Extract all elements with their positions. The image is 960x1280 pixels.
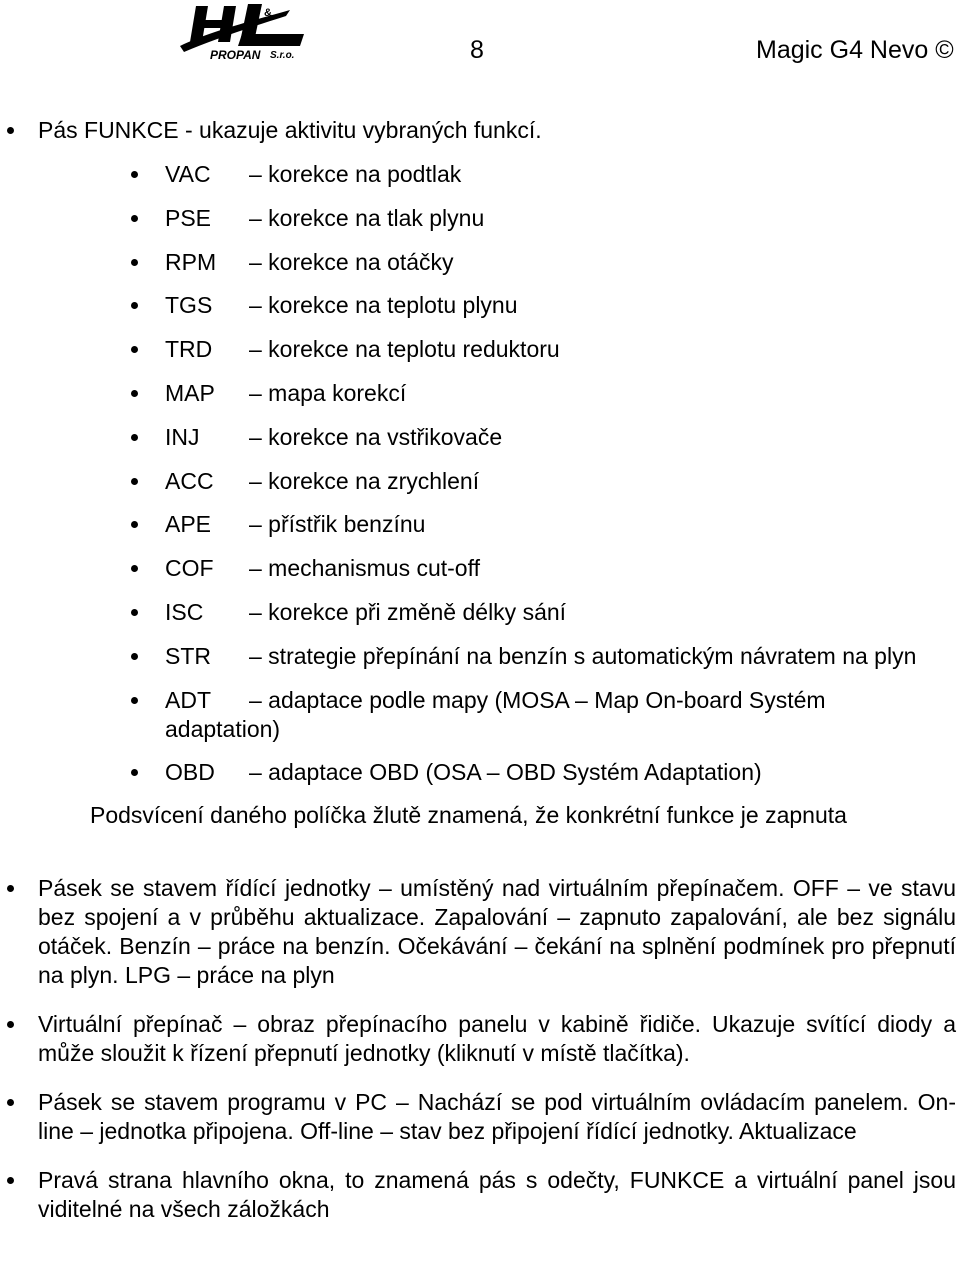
function-code: STR: [165, 642, 211, 669]
function-description: – korekce na zrychlení: [249, 467, 480, 494]
list-item: Pásek se stavem řídící jednotky – umístěný nad virtuálním přepínačem. OFF – ve stavu bez spojení a v průběhu aktualizace. Zapalování – zapnuto zapalování, ale bez signálu otáček. Benzín – práce na benzín. Očekávání – čekání na splnění podmínek pro přepnutí na plyn. LPG – práce na plyn: [38, 875, 956, 989]
list-item: [165, 598, 925, 627]
logo-propan-text: PROPAN: [210, 48, 261, 62]
hl-propan-logo: [178, 2, 310, 62]
function-code: TGS: [165, 292, 213, 319]
function-code: ACC: [165, 467, 214, 494]
list-item: [165, 554, 925, 583]
function-description: – korekce na tlak plynu: [249, 204, 485, 231]
function-code: OBD: [165, 759, 215, 786]
list-item: Virtuální přepínač – obraz přepínacího panelu v kabině řidiče. Ukazuje svítící diody a může sloužit k řízení přepnutí jednotky (kliknutí v místě tlačítka).: [38, 1011, 956, 1067]
function-description: – strategie přepínání na benzín s automatickým návratem na plyn: [249, 642, 917, 669]
list-item: [165, 248, 925, 277]
page-header: [0, 0, 960, 80]
function-description: – adaptace OBD (OSA – OBD Systém Adaptation): [249, 759, 762, 786]
list-item: [165, 510, 925, 539]
function-description: – korekce na teplotu plynu: [249, 292, 518, 319]
logo-ampersand: &: [264, 7, 272, 19]
list-item: [165, 758, 925, 787]
function-description: – adaptace podle mapy (MOSA – Map On-board Systém adaptation): [165, 686, 826, 742]
page-number: 8: [470, 36, 484, 64]
list-item: [165, 160, 925, 189]
list-item: [165, 204, 925, 233]
function-description: – mapa korekcí: [249, 379, 407, 406]
function-code: INJ: [165, 423, 200, 450]
function-description: – přístřik benzínu: [249, 511, 426, 538]
page-content: [0, 116, 960, 1244]
function-code: RPM: [165, 248, 217, 275]
list-item: [165, 335, 925, 364]
function-description: – mechanismus cut-off: [249, 555, 480, 582]
intro-bullet: Pás FUNKCE - ukazuje aktivitu vybraných funkcí.: [38, 116, 956, 145]
document-title: Magic G4 Nevo ©: [756, 36, 954, 64]
function-code: TRD: [165, 336, 213, 363]
paragraph-list: [0, 874, 960, 1224]
function-code: COF: [165, 555, 214, 582]
list-item: [165, 379, 925, 408]
highlight-note: Podsvícení daného políčka žlutě znamená, že konkrétní funkce je zapnuta: [90, 802, 847, 829]
function-code: ISC: [165, 598, 204, 625]
function-description: – korekce při změně délky sání: [249, 598, 567, 625]
list-item: [165, 291, 925, 320]
function-code: ADT: [165, 686, 211, 713]
function-code: MAP: [165, 379, 215, 406]
list-item: [165, 686, 925, 744]
function-code: PSE: [165, 204, 212, 231]
function-code: APE: [165, 511, 212, 538]
function-description: – korekce na vstřikovače: [249, 423, 503, 450]
list-item: [165, 467, 925, 496]
list-item: [165, 423, 925, 452]
function-description: – korekce na podtlak: [249, 161, 462, 187]
function-list: [0, 160, 960, 787]
function-description: – korekce na teplotu reduktoru: [249, 336, 560, 363]
function-description: – korekce na otáčky: [249, 248, 454, 275]
list-item: Pásek se stavem programu v PC – Nachází se pod virtuálním ovládacím panelem. On-line – jednotka připojena. Off-line – stav bez připojení řídící jednotky. Aktualizace: [38, 1089, 956, 1145]
function-code: VAC: [165, 161, 211, 187]
list-item: Pravá strana hlavního okna, to znamená pás s odečty, FUNKCE a virtuální panel jsou viditelné na všech záložkách: [38, 1167, 956, 1223]
list-item: [165, 642, 925, 671]
logo-sro-text: S.r.o.: [270, 50, 295, 61]
